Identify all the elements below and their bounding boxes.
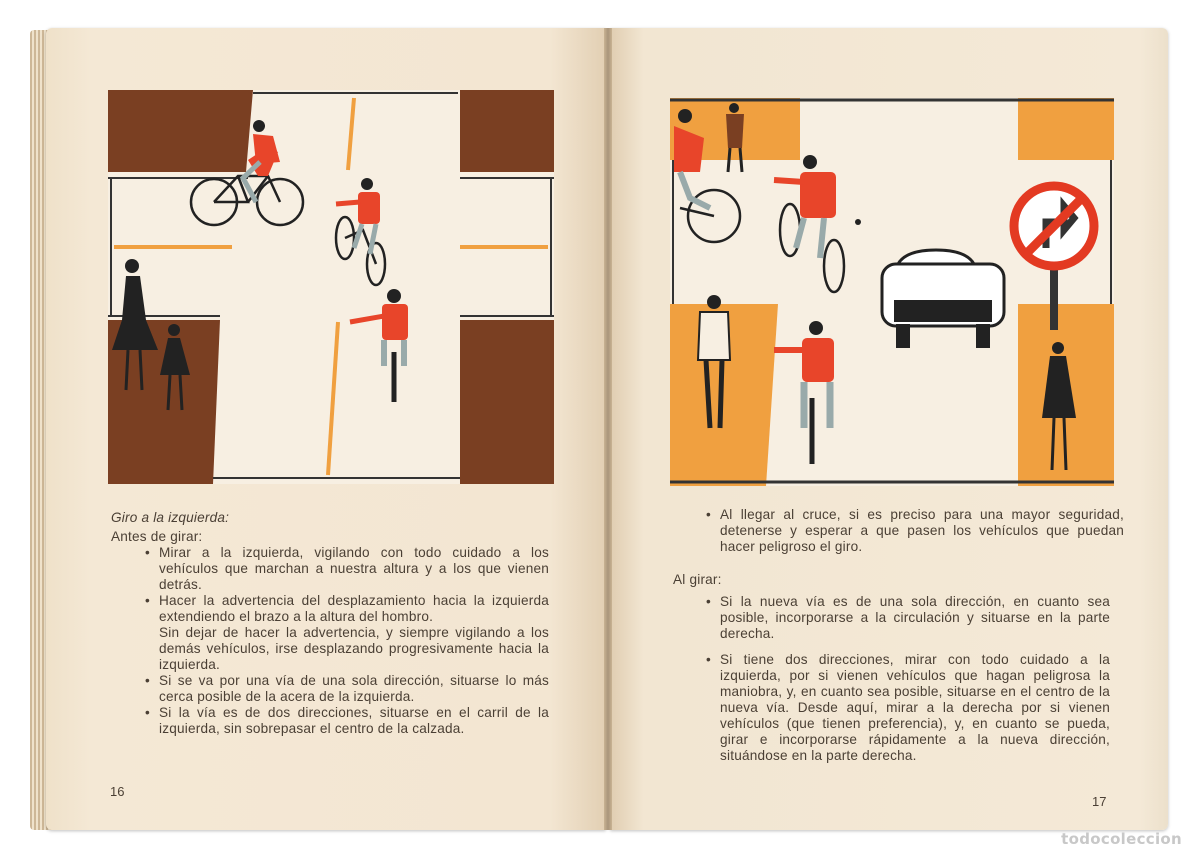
list-item-continuation: Sin dejar de hacer la advertencia, y siempre vigilando a los demás vehículos, irse desplazando progresivamente hacia la izquierda. <box>159 625 549 672</box>
list-item: • Mirar a la izquierda, vigilando con todo cuidado a los vehículos que marchan a nuestra altura y a los que vienen detrás. <box>145 545 549 593</box>
left-illustration <box>108 90 554 484</box>
left-instruction-list <box>145 545 549 737</box>
page-number: 17 <box>1092 794 1107 809</box>
corner-block-top-right <box>1018 98 1114 160</box>
intro-text: Al girar: <box>673 572 722 587</box>
list-item: • Si la nueva vía es de una sola dirección, en cuanto sea posible, incorporarse a la circulación y situarse en la parte derecha. <box>706 594 1110 642</box>
book-gutter <box>604 28 612 830</box>
list-item: • Si tiene dos direcciones, mirar con todo cuidado a la izquierda, por si vienen vehículos que hagan peligrosa la maniobra, y, en cuanto sea posible, situarse en el centro de la nueva vía. Desde aquí, mirar a la derecha por si vienen vehículos (que tienen preferencia), y, en cuanto se pueda, girar e incorporarse rápidamente a la nueva dirección, situándose en la parte derecha. <box>706 652 1110 764</box>
section-heading: Giro a la izquierda: <box>111 510 230 525</box>
corner-block-bottom-right <box>460 320 554 484</box>
right-instruction-list <box>706 594 1110 764</box>
watermark: todocoleccion <box>1061 830 1182 848</box>
list-item: • Al llegar al cruce, si es preciso para una mayor seguridad, detenerse y esperar a que pasen los vehículos que puedan hacer peligroso el giro. <box>706 507 1124 555</box>
list-item: • Hacer la advertencia del desplazamiento hacia la izquierda extendiendo el brazo a la altura del hombro. <box>145 593 549 625</box>
intro-text: Antes de girar: <box>111 529 203 544</box>
list-item: • Si la vía es de dos direcciones, situarse en el carril de la izquierda, sin sobrepasar el centro de la calzada. <box>145 705 549 737</box>
page-number: 16 <box>110 784 125 799</box>
list-item: • Si se va por una vía de una sola dirección, situarse lo más cerca posible de la acera de la izquierda. <box>145 673 549 705</box>
corner-block-top-right <box>460 90 554 172</box>
right-illustration <box>670 98 1114 486</box>
corner-block-top-left <box>108 90 253 172</box>
